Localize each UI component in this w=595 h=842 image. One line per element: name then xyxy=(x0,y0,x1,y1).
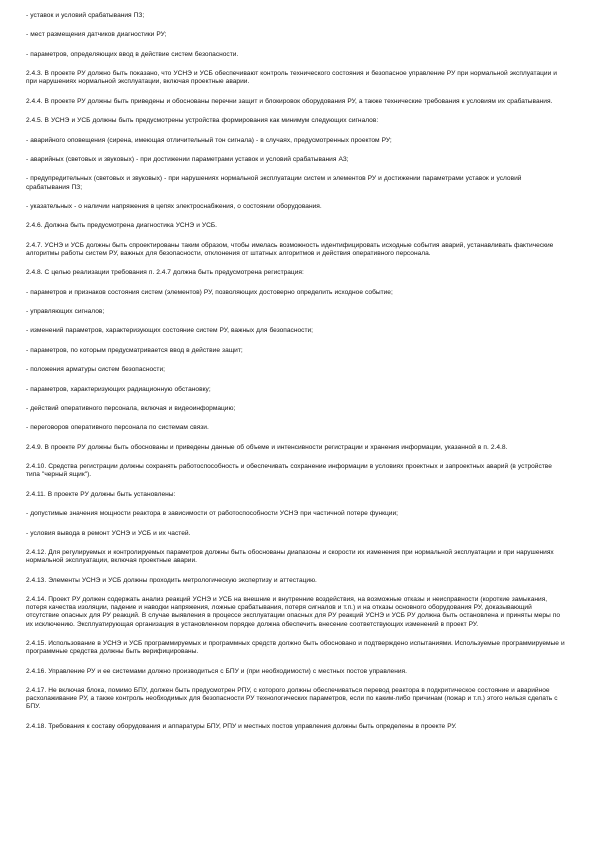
list-item-operator-actions: - действий оперативного персонала, включая и видеоинформацию; xyxy=(26,405,236,413)
list-item-operator-communications: - переговоров оперативного персонала по системам связи. xyxy=(26,424,209,432)
list-item-sensor-locations: - мест размещения датчиков диагностики РУ; xyxy=(26,31,167,39)
list-item-warning-signals: - предупредительных (световых и звуковых) - при нарушениях нормальной эксплуатации систем и элементов РУ и достижении параметрами уставок и условий срабатывания ПЗ; xyxy=(26,175,522,191)
clause-2-4-14: 2.4.14. Проект РУ должен содержать анализ реакций УСНЭ и УСБ на внешние и внутренние воздействия, на возможные отказы и неисправности (короткие замыкания, потеря качества изоляции, падение и наводки напряжения, ложные срабатывания, потеря сигналов и т.п.) и на отказы основного оборудования РУ, доказывающий отсутствие опасных для РУ реакций. В случае выявления в процессе эксплуатации опасных для РУ реакций УСНЭ и УСБ РУ должна быть остановлена и приняты меры по их исключению. Эксплуатирующая организация в установленном порядке должна обеспечить внесение соответствующих изменений в проект РУ. xyxy=(26,595,561,628)
clause-2-4-8: 2.4.8. С целью реализации требования п. 2.4.7 должна быть предусмотрена регистрация: xyxy=(26,269,304,277)
clause-2-4-18: 2.4.18. Требования к составу оборудования и аппаратуры БПУ, РПУ и местных постов управления должны быть определены в проекте РУ. xyxy=(26,722,457,730)
clause-2-4-9: 2.4.9. В проекте РУ должны быть обоснованы и приведены данные об объеме и интенсивности регистрации и хранения информации, указанной в п. 2.4.8. xyxy=(26,443,508,451)
list-item-protection-parameters: - параметров, по которым предусматривается ввод в действие защит; xyxy=(26,346,243,354)
clause-2-4-13: 2.4.13. Элементы УСНЭ и УСБ должны проходить метрологическую экспертизу и аттестацию. xyxy=(26,576,317,584)
list-item-radiation-parameters: - параметров, характеризующих радиационную обстановку; xyxy=(26,385,211,393)
clause-2-4-4: 2.4.4. В проекте РУ должны быть приведены и обоснованы перечни защит и блокировок оборудования РУ, а также технические требования к условиям их срабатывания. xyxy=(26,97,553,105)
list-item-emergency-alert: - аварийного оповещения (сирена, имеющая отличительный тон сигнала) - в случаях, предусмотренных проектом РУ; xyxy=(26,136,392,144)
clause-2-4-7: 2.4.7. УСНЭ и УСБ должны быть спроектированы таким образом, чтобы имелась возможность идентифицировать исходные события аварий, устанавливать фактические алгоритмы работы систем РУ, важных для безопасности, отклонения от штатных алгоритмов и действия оперативного персонала. xyxy=(26,241,554,257)
list-item-valve-positions: - положения арматуры систем безопасности; xyxy=(26,366,165,374)
clause-2-4-15: 2.4.15. Использование в УСНЭ и УСБ программируемых и программных средств должно быть обосновано и подтверждено испытаниями. Используемые программируемые и программные средства должны быть верифицированы. xyxy=(26,639,565,656)
document-body xyxy=(26,12,565,731)
list-item-safety-parameters: - параметров, определяющих ввод в действие систем безопасности. xyxy=(26,50,239,58)
list-item-emergency-signals: - аварийных (световых и звуковых) - при достижении параметрами уставок и условий срабатывания АЗ; xyxy=(26,155,349,163)
list-item-indicator-signals: - указательных - о наличии напряжения в цепях электроснабжения, о состоянии оборудования. xyxy=(26,202,322,210)
clause-2-4-12: 2.4.12. Для регулируемых и контролируемых параметров должны быть обоснованы диапазоны и скорости их изменения при нормальной эксплуатации и при нарушениях нормальной эксплуатации, включая проектные аварии. xyxy=(26,548,554,565)
clause-2-4-5: 2.4.5. В УСНЭ и УСБ должны быть предусмотрены устройства формирования как минимум следующих сигналов: xyxy=(26,117,379,125)
list-item-power-limits: - допустимые значения мощности реактора в зависимости от работоспособности УСНЭ при частичной потере функции; xyxy=(26,510,398,518)
clause-2-4-17: 2.4.17. Не включая блока, помимо БПУ, должен быть предусмотрен РПУ, с которого должны обеспечиваться перевод реактора в подкритическое состояние и аварийное расхолаживание РУ, а также контроль необходимых для безопасности РУ технологических параметров, если по каким-либо причинам (пожар и т.п.) этого нельзя сделать с БПУ. xyxy=(26,686,558,711)
clause-2-4-16: 2.4.16. Управление РУ и ее системами должно производиться с БПУ и (при необходимости) с местных постов управления. xyxy=(26,667,407,675)
clause-2-4-6: 2.4.6. Должна быть предусмотрена диагностика УСНЭ и УСБ. xyxy=(26,222,218,230)
clause-2-4-3: 2.4.3. В проекте РУ должно быть показано, что УСНЭ и УСБ обеспечивают контроль технического состояния и безопасное управление РУ при нормальной эксплуатации и при нарушениях нормальной эксплуатации, включая проектные аварии. xyxy=(26,70,557,86)
list-item-state-parameters: - параметров и признаков состояния систем (элементов) РУ, позволяющих достоверно определить исходное событие; xyxy=(26,288,393,296)
list-item-setpoints: - уставок и условий срабатывания ПЗ; xyxy=(26,12,145,19)
list-item-control-signals: - управляющих сигналов; xyxy=(26,308,105,316)
clause-2-4-11: 2.4.11. В проекте РУ должны быть установлены: xyxy=(26,490,176,498)
clause-2-4-10: 2.4.10. Средства регистрации должны сохранять работоспособность и обеспечивать сохранение информации в условиях проектных и запроектных аварий (в устройстве типа "черный ящик"). xyxy=(26,463,552,479)
list-item-repair-conditions: - условия вывода в ремонт УСНЭ и УСБ и их частей. xyxy=(26,529,191,537)
list-item-parameter-changes: - изменений параметров, характеризующих состояние систем РУ, важных для безопасности; xyxy=(26,327,313,335)
